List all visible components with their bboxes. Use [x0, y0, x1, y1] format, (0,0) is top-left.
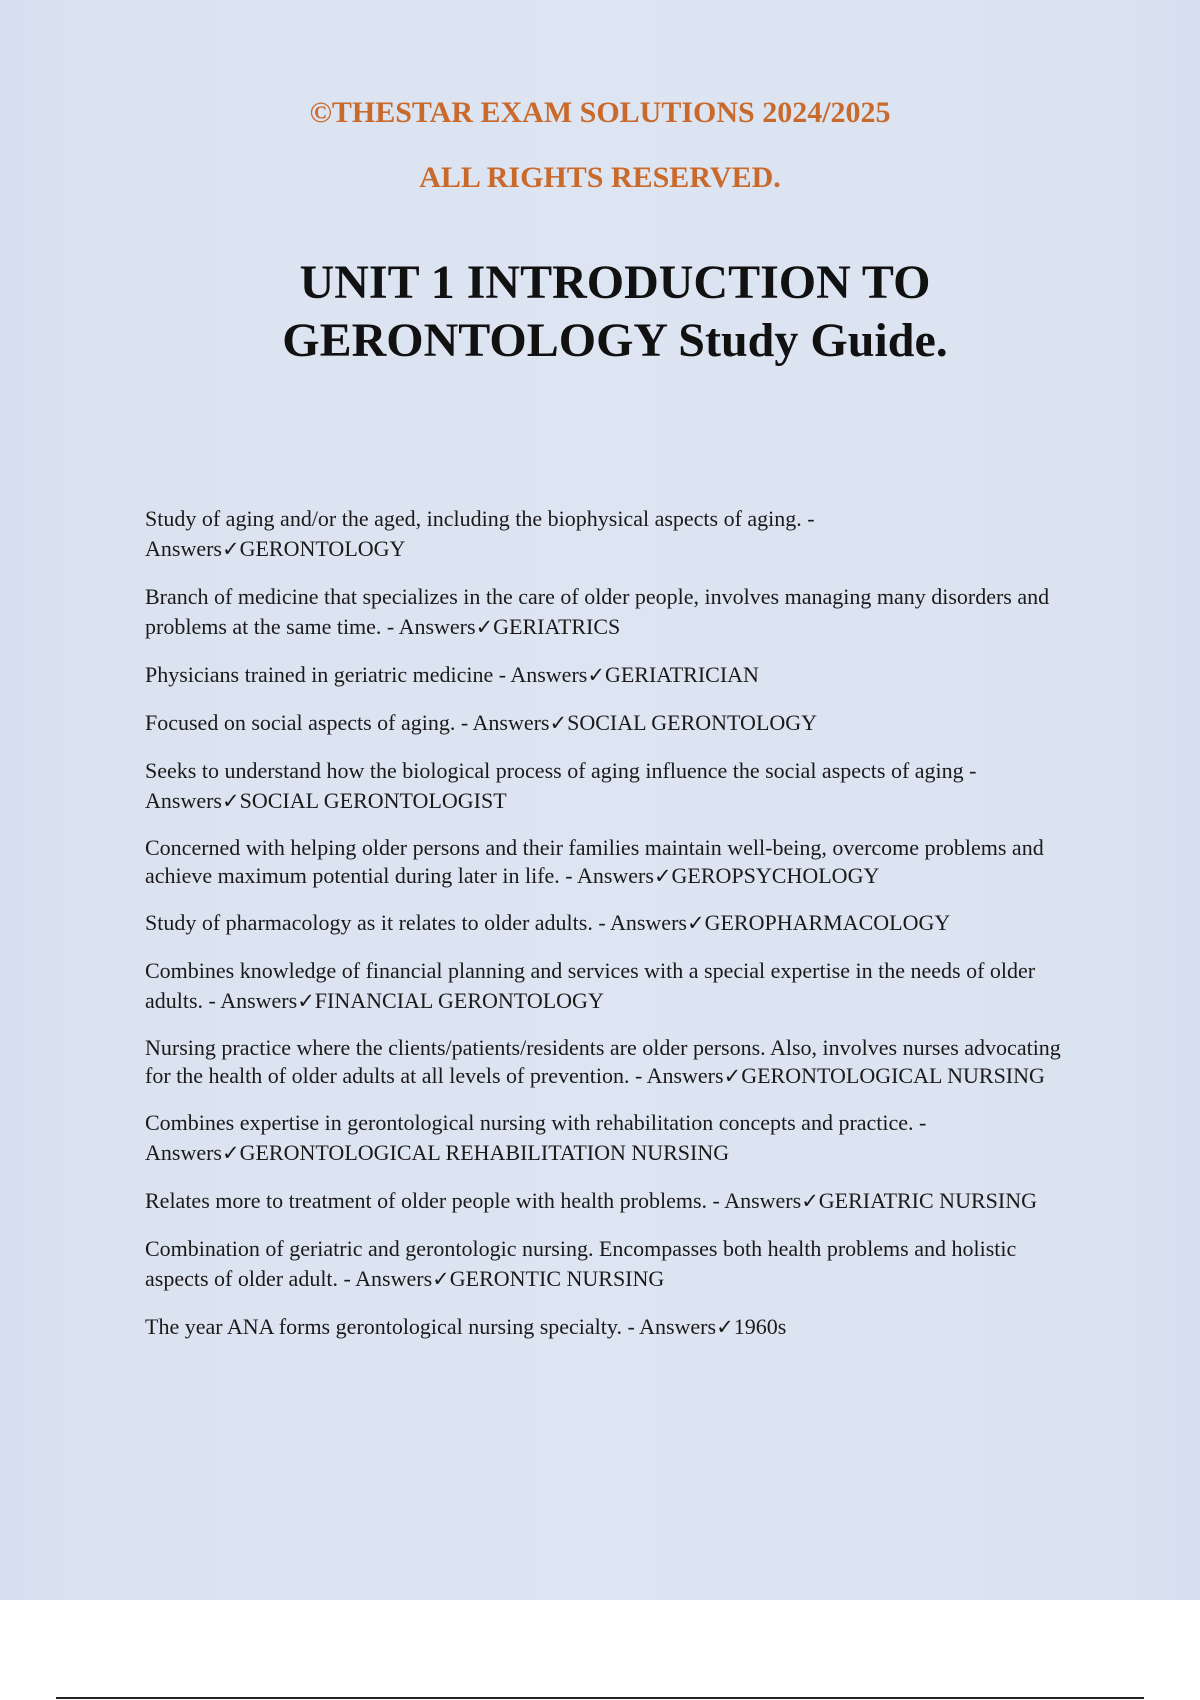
checkmark-icon: ✓	[653, 864, 672, 888]
answer-prefix: Answers	[220, 988, 298, 1013]
answer-prefix: Answers	[398, 614, 476, 639]
qa-answer: GEROPSYCHOLOGY	[671, 863, 880, 888]
qa-item	[145, 908, 1075, 938]
checkmark-icon: ✓	[222, 789, 240, 813]
qa-item	[145, 1034, 1075, 1090]
qa-question: Study of aging and/or the aged, including the biophysical aspects of aging. -	[145, 506, 815, 531]
qa-item	[145, 1312, 1075, 1342]
checkmark-icon: ✓	[297, 989, 315, 1013]
qa-item	[145, 1234, 1075, 1294]
title-line-1: UNIT 1 INTRODUCTION TO	[299, 256, 931, 309]
checkmark-icon: ✓	[686, 911, 705, 935]
checkmark-icon: ✓	[723, 1064, 742, 1088]
answer-prefix: Answers	[576, 863, 654, 888]
qa-item	[145, 708, 1075, 738]
qa-item	[145, 756, 1075, 816]
qa-answer: SOCIAL GERONTOLOGY	[567, 710, 818, 735]
checkmark-icon: ✓	[587, 663, 605, 687]
qa-question: Physicians trained in geriatric medicine -	[145, 662, 507, 687]
qa-answer: GERONTIC NURSING	[449, 1266, 665, 1291]
checkmark-icon: ✓	[432, 1267, 450, 1291]
checkmark-icon: ✓	[716, 1315, 734, 1339]
qa-answer: GERIATRICS	[493, 614, 621, 639]
qa-answer: GERONTOLOGICAL REHABILITATION NURSING	[239, 1140, 730, 1165]
qa-question: Combines knowledge of financial planning and services with a special expertise in the needs of older adults. -	[145, 958, 1036, 1013]
answer-prefix: Answers	[355, 1266, 433, 1291]
rights-reserved-watermark: ALL RIGHTS RESERVED.	[419, 161, 781, 194]
copyright-watermark: ©THESTAR EXAM SOLUTIONS 2024/2025	[309, 96, 891, 129]
qa-item	[145, 504, 1075, 564]
qa-question: Concerned with helping older persons and their families maintain well-being, overcome problems and achieve maximum potential during later in life. -	[145, 835, 1044, 888]
qa-answer: GERONTOLOGY	[239, 536, 406, 561]
answer-prefix: Answers	[646, 1063, 724, 1088]
qa-item	[145, 1186, 1075, 1216]
answer-prefix: Answers	[145, 536, 222, 561]
qa-item	[145, 956, 1075, 1016]
qa-question: Combination of geriatric and gerontologic nursing. Encompasses both health problems and holistic aspects of older adult. -	[145, 1236, 1017, 1291]
qa-question: Study of pharmacology as it relates to older adults. -	[145, 910, 606, 935]
answer-prefix: Answers	[724, 1188, 802, 1213]
qa-question: Nursing practice where the clients/patients/residents are older persons. Also, involves nurses advocating for the health of older adults at all levels of prevention. -	[145, 1035, 1061, 1088]
answer-prefix: Answers	[145, 788, 222, 813]
qa-item	[145, 660, 1075, 690]
qa-answer: GERONTOLOGICAL NURSING	[741, 1063, 1045, 1088]
qa-question: Relates more to treatment of older people with health problems. -	[145, 1188, 720, 1213]
footer-divider	[56, 1697, 1144, 1699]
checkmark-icon: ✓	[549, 711, 568, 735]
qa-question: Branch of medicine that specializes in the care of older people, involves managing many disorders and problems at the same time. -	[145, 584, 1050, 639]
answer-prefix: Answers	[145, 1140, 222, 1165]
qa-question: Seeks to understand how the biological process of aging influence the social aspects of aging -	[145, 758, 977, 783]
checkmark-icon: ✓	[801, 1189, 819, 1213]
answer-prefix: Answers	[609, 910, 687, 935]
qa-answer: GEROPHARMACOLOGY	[704, 910, 951, 935]
qa-item	[145, 834, 1075, 890]
title-line-2: GERONTOLOGY Study Guide.	[282, 314, 948, 367]
qa-question: Combines expertise in gerontological nursing with rehabilitation concepts and practice. -	[145, 1110, 927, 1135]
qa-question: Focused on social aspects of aging. -	[145, 710, 469, 735]
qa-question: The year ANA forms gerontological nursing specialty. -	[145, 1314, 635, 1339]
qa-list	[145, 504, 1075, 1360]
checkmark-icon: ✓	[475, 615, 494, 639]
answer-prefix: Answers	[510, 662, 588, 687]
qa-answer: 1960s	[733, 1314, 787, 1339]
answer-prefix: Answers	[472, 710, 550, 735]
checkmark-icon: ✓	[222, 537, 240, 561]
qa-item	[145, 1108, 1075, 1168]
answer-prefix: Answers	[639, 1314, 717, 1339]
qa-answer: FINANCIAL GERONTOLOGY	[314, 988, 604, 1013]
checkmark-icon: ✓	[222, 1141, 240, 1165]
qa-answer: GERIATRIC NURSING	[818, 1188, 1037, 1213]
qa-answer: SOCIAL GERONTOLOGIST	[239, 788, 507, 813]
document-title	[0, 254, 1200, 370]
qa-answer: GERIATRICIAN	[604, 662, 759, 687]
qa-item	[145, 582, 1075, 642]
